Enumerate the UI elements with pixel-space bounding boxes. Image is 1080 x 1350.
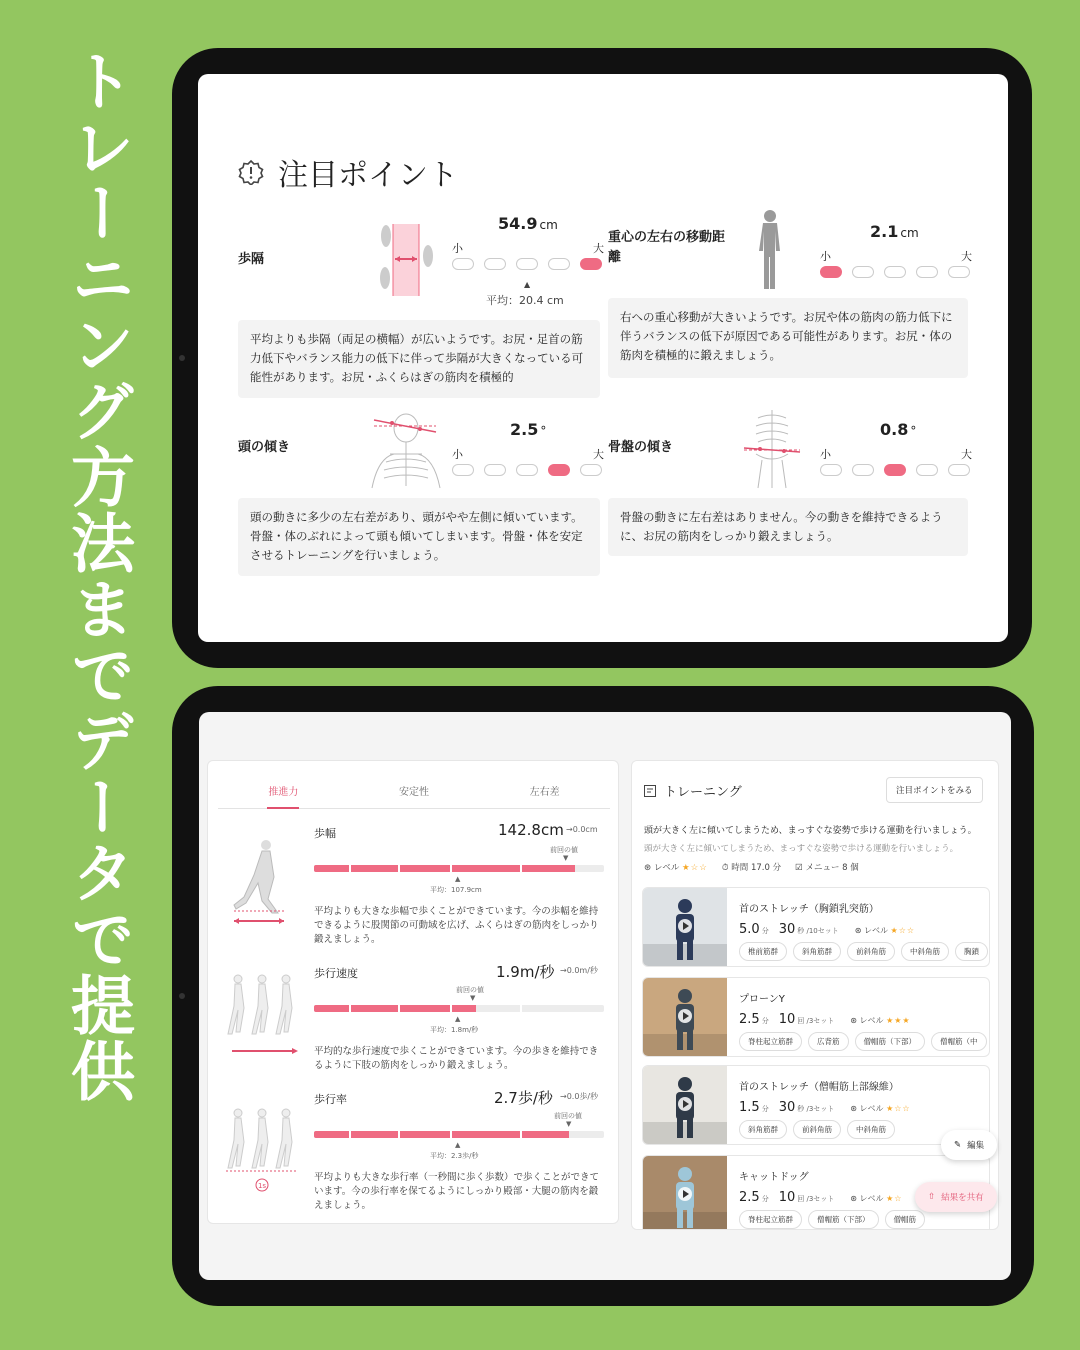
head-skeleton-figure xyxy=(370,410,442,490)
muscle-chip[interactable]: 脊柱起立筋群 xyxy=(739,1210,802,1229)
reps-unit: 回 /3セット xyxy=(797,1017,835,1025)
bar-segment-divider xyxy=(398,1131,400,1138)
metric-value: 142.8cm xyxy=(498,821,564,839)
bar-segment-divider xyxy=(520,1005,522,1012)
progress-bar xyxy=(314,865,604,872)
level-pill xyxy=(580,258,602,270)
body-silhouette-figure xyxy=(754,208,786,292)
level-label: レベル xyxy=(859,1194,884,1203)
level-scale xyxy=(820,248,972,282)
view-attention-button[interactable]: 注目ポイントをみる xyxy=(886,777,983,803)
previous-marker: ▼ xyxy=(566,1120,572,1128)
exercise-card[interactable] xyxy=(642,977,990,1057)
exercise-thumbnail[interactable] xyxy=(643,978,727,1056)
scale-small-label: 小 xyxy=(452,242,463,255)
duration-value: 1.5 xyxy=(739,1100,760,1115)
duration-unit: 分 xyxy=(761,1195,769,1203)
exercise-title: プローンY xyxy=(739,994,785,1005)
exercise-thumbnail[interactable] xyxy=(643,1156,727,1230)
exercise-thumbnail[interactable] xyxy=(643,888,727,966)
muscle-chip[interactable]: 僧帽筋 xyxy=(885,1210,926,1229)
level-stars: ★★★ xyxy=(886,1016,911,1025)
level-pill xyxy=(484,258,506,270)
average-text: 平均：1.8m/秒 xyxy=(430,1026,479,1034)
reps-unit: 秒 /3セット xyxy=(797,1105,835,1113)
muscle-chip[interactable]: 前斜角筋 xyxy=(793,1120,841,1139)
muscle-chip[interactable]: 前斜角筋 xyxy=(847,942,895,961)
metric-note: 平均的な歩行速度で歩くことができています。今の歩きを維持できるように下肢の筋肉をしっかり鍛えましょう。 xyxy=(314,1046,599,1071)
bar-segment-divider xyxy=(398,1005,400,1012)
exercise-title: 首のストレッチ（胸鎖乳突筋） xyxy=(739,904,879,915)
share-icon: ⇧ xyxy=(928,1192,936,1202)
tab-asymmetry[interactable]: 左右差 xyxy=(529,787,560,798)
share-label: 結果を共有 xyxy=(941,1193,984,1203)
duration-value: 2.5 xyxy=(739,1012,760,1027)
level-pill xyxy=(948,464,970,476)
metric-label: 歩幅 xyxy=(314,827,336,840)
metric-value: 2.7歩/秒 xyxy=(494,1089,553,1107)
training-meta xyxy=(644,861,859,873)
bar-segment-divider xyxy=(398,865,400,872)
duration-value: 5.0 xyxy=(739,922,760,937)
metric-value: 54.9 xyxy=(498,214,538,233)
pelvis-skeleton-figure xyxy=(742,408,802,490)
level-stars: ★☆☆ xyxy=(682,863,708,873)
headline: トレーニング方法までデータで提供 xyxy=(60,48,134,1104)
level-pill xyxy=(916,266,938,278)
muscle-chip[interactable]: 僧帽筋（中 xyxy=(931,1032,987,1051)
metric-note: 平均よりも歩隔（両足の横幅）が広いようです。お尻・足首の筋力低下やバランス能力の低下に伴って歩隔が大きくなっている可能性があります。お尻・ふくらはぎの筋肉を積極的 xyxy=(238,320,600,398)
average-marker: ▲ xyxy=(524,280,531,289)
muscle-chip[interactable]: 僧帽筋（下部） xyxy=(808,1210,879,1229)
level-pill xyxy=(580,464,602,476)
muscle-chips xyxy=(739,1120,895,1139)
average-marker: ▲ xyxy=(455,875,461,883)
metric-unit: cm xyxy=(539,218,558,232)
attention-title: 注目ポイント xyxy=(278,158,458,193)
alert-badge-icon xyxy=(238,159,264,185)
exercise-card[interactable] xyxy=(642,887,990,967)
attention-screen xyxy=(198,74,1008,642)
muscle-chips xyxy=(739,1210,925,1229)
level-scale xyxy=(452,446,604,480)
list-icon xyxy=(644,785,656,797)
level-pills xyxy=(452,464,602,476)
scale-small-label: 小 xyxy=(820,250,831,263)
duration-unit: 分 xyxy=(761,1105,769,1113)
bar-segment-divider xyxy=(520,1131,522,1138)
previous-marker: ▼ xyxy=(563,854,569,862)
muscle-chip[interactable]: 脊柱起立筋群 xyxy=(739,1032,802,1051)
training-title: トレーニング xyxy=(664,785,742,800)
attention-header xyxy=(238,150,458,194)
metric-label: 骨盤の傾き xyxy=(608,440,674,455)
metric-note: 頭の動きに多少の左右差があり、頭がやや左側に傾いています。骨盤・体のぶれによって頭も傾いてしまいます。骨盤・体を安定させるトレーニングを行いましょう。 xyxy=(238,498,600,576)
play-icon[interactable] xyxy=(678,1097,692,1111)
star-badge-icon: ⊛ xyxy=(854,926,862,935)
reps-unit: 秒 /10セット xyxy=(797,927,839,935)
duration-unit: 分 xyxy=(761,927,769,935)
menu-count: メニュー 8 個 xyxy=(805,863,859,873)
level-label: レベル xyxy=(863,926,888,935)
muscle-chip[interactable]: 斜角筋群 xyxy=(793,942,841,961)
muscle-chip[interactable]: 椎前筋群 xyxy=(739,942,787,961)
previous-delta: →0.0歩/秒 xyxy=(560,1092,599,1101)
metric-unit: cm xyxy=(900,226,919,240)
star-badge-icon: ⊛ xyxy=(850,1194,857,1203)
metric-value: 1.9m/秒 xyxy=(496,963,555,981)
metric-label: 歩隔 xyxy=(238,252,265,267)
scale-large-label: 大 xyxy=(961,250,972,263)
exercise-stats xyxy=(739,1012,911,1027)
level-stars: ★☆☆ xyxy=(890,926,916,935)
exercise-stats xyxy=(739,922,915,937)
level-pill xyxy=(548,258,570,270)
average-marker: ▲ xyxy=(455,1141,461,1149)
analysis-screen xyxy=(199,712,1011,1280)
training-lead: 頭が大きく左に傾いてしまうため、まっすぐな姿勢で歩ける運動を行いましょう。 xyxy=(644,826,977,836)
muscle-chip[interactable]: 僧帽筋（下部） xyxy=(855,1032,926,1051)
walking-cadence-figure xyxy=(222,1105,302,1197)
scale-small-label: 小 xyxy=(820,448,831,461)
level-pills xyxy=(820,266,970,278)
level-pill xyxy=(852,266,874,278)
timer-icon: ⏱ xyxy=(721,863,729,873)
previous-delta: →0.0cm xyxy=(566,825,598,834)
metric-unit: ° xyxy=(910,424,917,438)
metric-label: 重心の左右の移動距離 xyxy=(608,230,726,265)
progress-bar xyxy=(314,1131,604,1138)
exercise-level xyxy=(850,1103,910,1114)
duration-unit: 分 xyxy=(761,1017,769,1025)
metric-value: 2.5 xyxy=(510,420,539,439)
exercise-title: キャットドッグ xyxy=(739,1172,809,1183)
level-pill xyxy=(916,464,938,476)
average-text: 平均：107.9cm xyxy=(430,886,482,894)
level-pill xyxy=(820,464,842,476)
checkbox-icon: ☑ xyxy=(795,863,803,873)
edit-label: 編集 xyxy=(967,1141,985,1151)
training-panel xyxy=(631,760,999,1230)
progress-bar xyxy=(314,1005,604,1012)
level-pill xyxy=(484,464,506,476)
tablet-bottom xyxy=(172,686,1034,1306)
previous-value-label: 前回の値 xyxy=(456,986,484,994)
reps-value: 30 xyxy=(778,922,796,937)
bar-segment-divider xyxy=(349,865,351,872)
gait-analysis-panel xyxy=(207,760,619,1224)
level-label: レベル xyxy=(859,1016,884,1025)
tablet-top xyxy=(172,48,1032,668)
edit-button[interactable] xyxy=(941,1130,997,1160)
metric-label: 歩行速度 xyxy=(314,967,358,980)
metric-value: 2.1 xyxy=(870,222,899,241)
reps-value: 30 xyxy=(778,1100,796,1115)
tab-propulsion[interactable]: 推進力 xyxy=(218,777,349,808)
bar-segment-divider xyxy=(450,865,452,872)
previous-value-label: 前回の値 xyxy=(554,1112,582,1120)
tab-stability[interactable]: 安定性 xyxy=(399,787,429,798)
meta-menu xyxy=(795,861,859,873)
muscle-chip[interactable]: 斜角筋群 xyxy=(739,1120,787,1139)
svg-text:1s: 1s xyxy=(257,1182,267,1190)
play-icon[interactable] xyxy=(678,1187,692,1201)
level-pill xyxy=(452,258,474,270)
previous-value-label: 前回の値 xyxy=(550,846,578,854)
scale-small-label: 小 xyxy=(452,448,463,461)
reps-value: 10 xyxy=(778,1190,796,1205)
share-results-button[interactable] xyxy=(915,1182,997,1212)
scale-large-label: 大 xyxy=(593,242,604,255)
meta-time xyxy=(722,861,781,873)
level-scale xyxy=(820,446,972,480)
average-text: 平均：2.3歩/秒 xyxy=(430,1152,479,1160)
bar-segment-divider xyxy=(520,865,522,872)
metric-note: 平均よりも大きな歩幅で歩くことができています。今の歩幅を維持できるように股関節の可動域を広げ、ふくらはぎの筋肉をしっかり鍛えましょう。 xyxy=(314,906,599,945)
duration-value: 2.5 xyxy=(739,1190,760,1205)
exercise-level xyxy=(850,1193,902,1204)
training-header xyxy=(644,781,742,800)
level-pills xyxy=(820,464,970,476)
level-label: レベル xyxy=(859,1104,884,1113)
level-pill xyxy=(948,266,970,278)
level-pill xyxy=(548,464,570,476)
reps-value: 10 xyxy=(778,1012,796,1027)
average-text: 平均：20.4 cm xyxy=(486,294,564,307)
level-stars: ★☆ xyxy=(886,1194,903,1203)
level-pill xyxy=(516,258,538,270)
metric-unit: ° xyxy=(540,424,547,438)
level-pill xyxy=(852,464,874,476)
exercise-stats xyxy=(739,1100,911,1115)
meta-level xyxy=(644,861,708,873)
bar-segment-divider xyxy=(349,1131,351,1138)
feet-stance-figure xyxy=(376,220,448,298)
reps-unit: 回 /3セット xyxy=(797,1195,835,1203)
exercise-card[interactable] xyxy=(642,1065,990,1145)
analysis-tabs xyxy=(218,777,610,809)
exercise-thumbnail[interactable] xyxy=(643,1066,727,1144)
bar-segment-divider xyxy=(450,1131,452,1138)
metric-value: 0.8 xyxy=(880,420,909,439)
exercise-stats xyxy=(739,1190,902,1205)
pencil-icon: ✎ xyxy=(954,1140,962,1150)
exercise-title: 首のストレッチ（僧帽筋上部線維） xyxy=(739,1082,899,1093)
muscle-chip[interactable]: 広背筋 xyxy=(808,1032,849,1051)
level-pills xyxy=(452,258,602,270)
level-label: レベル xyxy=(653,863,680,873)
play-icon[interactable] xyxy=(678,919,692,933)
metric-note: 骨盤の動きに左右差はありません。今の動きを維持できるように、お尻の筋肉をしっかり鍛えましょう。 xyxy=(608,498,968,556)
tablet-camera xyxy=(179,355,185,361)
muscle-chip[interactable]: 中斜角筋 xyxy=(901,942,949,961)
training-sub: 頭が大きく左に傾いてしまうため、まっすぐな姿勢で歩ける運動を行いましょう。 xyxy=(644,844,959,854)
level-pill xyxy=(884,266,906,278)
previous-marker: ▼ xyxy=(470,994,476,1002)
bar-segment-divider xyxy=(349,1005,351,1012)
metric-note: 平均よりも大きな歩行率（一秒間に歩く歩数）で歩くことができています。今の歩行率を保てるようにしっかり殿部・大腿の筋肉を鍛えましょう。 xyxy=(314,1172,600,1211)
metric-note: 右への重心移動が大きいようです。お尻や体の筋肉の筋力低下に伴うバランスの低下が原因である可能性があります。お尻・体の筋肉を積極的に鍛えましょう。 xyxy=(608,298,968,378)
muscle-chip[interactable]: 中斜角筋 xyxy=(847,1120,895,1139)
exercise-level xyxy=(850,1015,910,1026)
star-badge-icon: ⊛ xyxy=(644,863,652,873)
level-pill xyxy=(516,464,538,476)
level-pill xyxy=(452,464,474,476)
tablet-camera xyxy=(179,993,185,999)
bar-segment-divider xyxy=(450,1005,452,1012)
average-marker: ▲ xyxy=(455,1015,461,1023)
play-icon[interactable] xyxy=(678,1009,692,1023)
time-text: 時間 17.0 分 xyxy=(731,863,782,873)
muscle-chips xyxy=(739,1032,987,1051)
metric-label: 頭の傾き xyxy=(238,440,291,455)
level-pill xyxy=(820,266,842,278)
exercise-level xyxy=(855,925,915,936)
level-pill xyxy=(884,464,906,476)
previous-delta: →0.0m/秒 xyxy=(560,966,598,975)
level-stars: ★☆☆ xyxy=(886,1104,911,1113)
scale-large-label: 大 xyxy=(593,448,604,461)
walking-sequence-figure xyxy=(222,971,302,1063)
muscle-chip[interactable]: 胸鎖 xyxy=(955,942,988,961)
star-badge-icon: ⊛ xyxy=(850,1104,857,1113)
level-scale xyxy=(452,240,604,274)
walking-stride-figure xyxy=(226,837,290,933)
metric-label: 歩行率 xyxy=(314,1093,347,1106)
star-badge-icon: ⊛ xyxy=(850,1016,857,1025)
scale-large-label: 大 xyxy=(961,448,972,461)
muscle-chips xyxy=(739,942,988,961)
